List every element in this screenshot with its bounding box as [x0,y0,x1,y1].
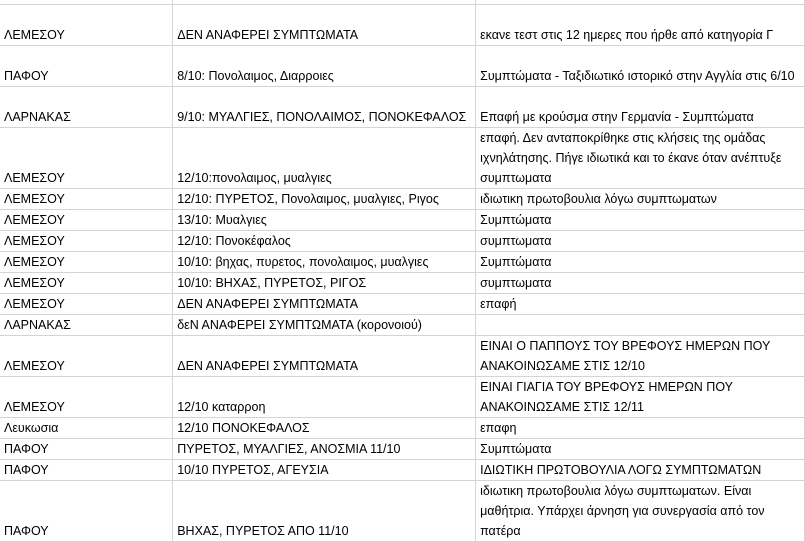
symptoms-cell[interactable]: 13/10: Μυαλγιες [173,210,476,231]
table-row [0,87,805,128]
district-cell[interactable]: ΛΕΜΕΣΟΥ [0,377,173,418]
district-cell[interactable]: ΛΕΜΕΣΟΥ [0,336,173,377]
symptoms-cell[interactable]: ΠΥΡΕΤΟΣ, ΜΥΑΛΓΙΕΣ, ΑΝΟΣΜΙΑ 11/10 [173,439,476,460]
symptoms-cell[interactable]: 10/10 ΠΥΡΕΤΟΣ, ΑΓΕΥΣΙΑ [173,460,476,481]
district-cell[interactable]: ΛΑΡΝΑΚΑΣ [0,315,173,336]
symptoms-cell[interactable]: 12/10: ΠΥΡΕΤΟΣ, Πονολαιμος, μυαλγιες, Ριγος [173,189,476,210]
district-cell[interactable]: Λευκωσια [0,418,173,439]
symptoms-cell[interactable]: 12/10: Πονοκέφαλος [173,231,476,252]
symptoms-cell[interactable]: 10/10: ΒΗΧΑΣ, ΠΥΡΕΤΟΣ, ΡΙΓΟΣ [173,273,476,294]
notes-cell[interactable]: Συμπτώματα [476,210,805,231]
symptoms-cell[interactable]: 12/10 καταρροη [173,377,476,418]
table-row [0,189,805,210]
table-row [0,210,805,231]
symptoms-cell[interactable]: 8/10: Πονολαιμος, Διαρροιες [173,46,476,87]
notes-cell[interactable]: ιδιωτικη πρωτοβουλια λόγω συμπτωματων. Είναι μαθήτρια. Υπάρχει άρνηση για συνεργασία από τον πατέρα [476,481,805,542]
table-row [0,273,805,294]
district-cell[interactable]: ΛΕΜΕΣΟΥ [0,189,173,210]
notes-cell[interactable]: συμπτωματα [476,273,805,294]
notes-cell[interactable]: συμπτωματα [476,231,805,252]
district-cell[interactable]: ΛΕΜΕΣΟΥ [0,231,173,252]
table-row [0,294,805,315]
notes-cell[interactable]: επαφή [476,294,805,315]
district-cell[interactable]: ΠΑΦΟΥ [0,481,173,542]
table-row [0,128,805,189]
table-row [0,336,805,377]
table-row [0,377,805,418]
table-row [0,439,805,460]
symptoms-cell[interactable]: 12/10 ΠΟΝΟΚΕΦΑΛΟΣ [173,418,476,439]
table-row [0,481,805,542]
district-cell[interactable]: ΛΕΜΕΣΟΥ [0,294,173,315]
district-cell[interactable]: ΛΑΡΝΑΚΑΣ [0,87,173,128]
symptoms-cell[interactable]: ΒΗΧΑΣ, ΠΥΡΕΤΟΣ ΑΠΟ 11/10 [173,481,476,542]
notes-cell[interactable]: Επαφή με κρούσμα στην Γερμανία - Συμπτώματα [476,87,805,128]
symptoms-cell[interactable]: 9/10: ΜΥΑΛΓΙΕΣ, ΠΟΝΟΛΑΙΜΟΣ, ΠΟΝΟΚΕΦΑΛΟΣ [173,87,476,128]
table-row [0,5,805,46]
symptoms-cell[interactable]: 10/10: βηχας, πυρετος, πονολαιμος, μυαλγιες [173,252,476,273]
table-row [0,418,805,439]
notes-cell[interactable]: ιδιωτικη πρωτοβουλια λόγω συμπτωματων [476,189,805,210]
district-cell[interactable]: ΛΕΜΕΣΟΥ [0,128,173,189]
table-row [0,460,805,481]
table-row [0,231,805,252]
notes-cell[interactable]: ΙΔΙΩΤΙΚΗ ΠΡΩΤΟΒΟΥΛΙΑ ΛΟΓΩ ΣΥΜΠΤΩΜΑΤΩΝ [476,460,805,481]
notes-cell[interactable]: Συμπτώματα [476,439,805,460]
district-cell[interactable]: ΠΑΦΟΥ [0,46,173,87]
notes-cell[interactable]: επαφή. Δεν ανταποκρίθηκε στις κλήσεις της ομάδας ιχνηλάτησης. Πήγε ιδιωτικά και το έκανε όταν ανέπτυξε συμπτωματα [476,128,805,189]
district-cell[interactable]: ΠΑΦΟΥ [0,439,173,460]
district-cell[interactable]: ΛΕΜΕΣΟΥ [0,5,173,46]
table-row [0,46,805,87]
symptoms-cell[interactable]: ΔΕΝ ΑΝΑΦΕΡΕΙ ΣΥΜΠΤΩΜΑΤΑ [173,336,476,377]
symptoms-cell[interactable]: δεΝ ΑΝΑΦΕΡΕΙ ΣΥΜΠΤΩΜΑΤΑ (κορονοιού) [173,315,476,336]
district-cell[interactable]: ΛΕΜΕΣΟΥ [0,273,173,294]
notes-cell[interactable]: εκανε τεστ στις 12 ημερες που ήρθε από κατηγορία Γ [476,5,805,46]
notes-cell[interactable]: ΕΙΝΑΙ Ο ΠΑΠΠΟΥΣ ΤΟΥ ΒΡΕΦΟΥΣ ΗΜΕΡΩΝ ΠΟΥ ΑΝΑΚΟΙΝΩΣΑΜΕ ΣΤΙΣ 12/10 [476,336,805,377]
district-cell[interactable]: ΠΑΦΟΥ [0,460,173,481]
symptoms-cell[interactable]: ΔΕΝ ΑΝΑΦΕΡΕΙ ΣΥΜΠΤΩΜΑΤΑ [173,294,476,315]
table-row [0,315,805,336]
table-row [0,252,805,273]
district-cell[interactable]: ΛΕΜΕΣΟΥ [0,252,173,273]
district-cell[interactable]: ΛΕΜΕΣΟΥ [0,210,173,231]
symptoms-cell[interactable]: 12/10:πονολαιμος, μυαλγιες [173,128,476,189]
symptoms-cell[interactable]: ΔΕΝ ΑΝΑΦΕΡΕΙ ΣΥΜΠΤΩΜΑΤΑ [173,5,476,46]
notes-cell[interactable]: Συμπτώματα - Ταξιδιωτικό ιστορικό στην Αγγλία στις 6/10 [476,46,805,87]
notes-cell[interactable]: ΕΙΝΑΙ ΓΙΑΓΙΑ ΤΟΥ ΒΡΕΦΟΥΣ ΗΜΕΡΩΝ ΠΟΥ ΑΝΑΚΟΙΝΩΣΑΜΕ ΣΤΙΣ 12/11 [476,377,805,418]
notes-cell[interactable] [476,315,805,336]
notes-cell[interactable]: επαφη [476,418,805,439]
notes-cell[interactable]: Συμπτώματα [476,252,805,273]
